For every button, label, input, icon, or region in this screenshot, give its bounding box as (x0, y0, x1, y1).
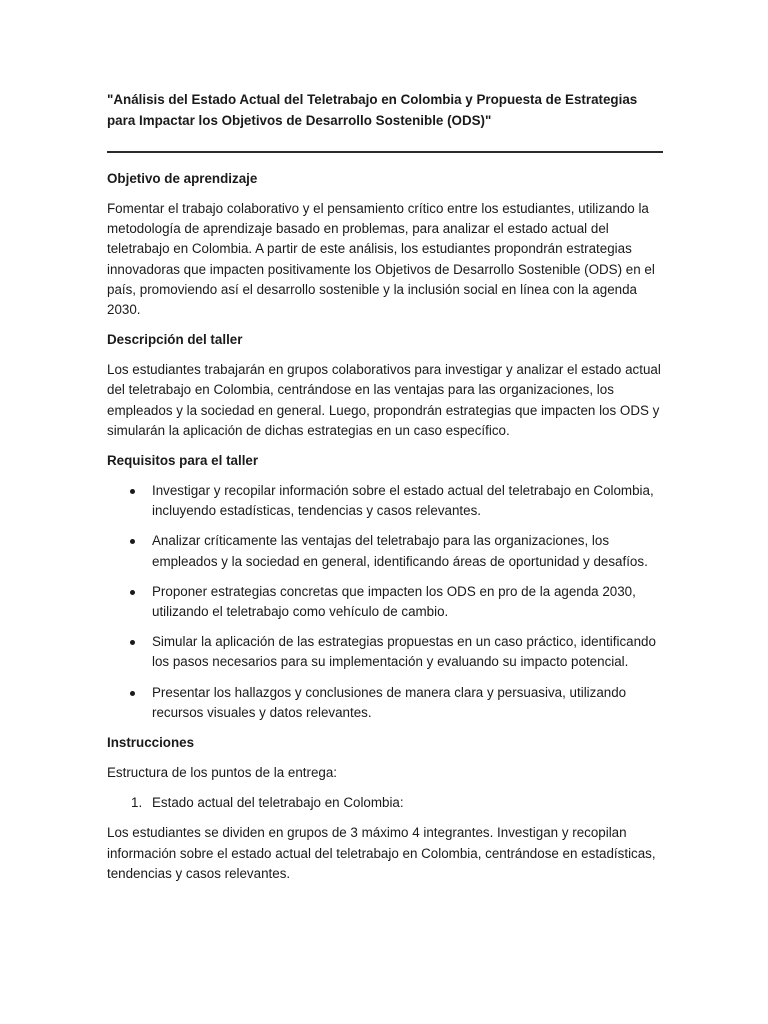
bullet-icon (130, 539, 135, 544)
bullet-icon (130, 640, 135, 645)
descripcion-text: Los estudiantes trabajarán en grupos colaborativos para investigar y analizar el estado actual del teletrabajo en Colombia, centrándose en las ventajas para las organizaciones, los empleados y la sociedad en general. Luego, propondrán estrategias que impacten los ODS y simularán la aplicación de dichas estrategias en un caso específico. (107, 362, 661, 438)
step-number: 1. (131, 795, 143, 811)
instrucciones-intro: Estructura de los puntos de la entrega: (107, 765, 338, 781)
list-item (107, 683, 663, 723)
step-label: Estado actual del teletrabajo en Colombia: (152, 795, 404, 811)
list-item (107, 481, 663, 521)
numbered-item (107, 793, 663, 813)
list-item (107, 632, 663, 672)
list-item-text: Proponer estrategias concretas que impacten los ODS en pro de la agenda 2030, utilizando el teletrabajo como vehículo de cambio. (152, 583, 636, 620)
list-item-text: Simular la aplicación de las estrategias propuestas en un caso práctico, identificando los pasos necesarios para su implementación y evaluando su impacto potencial. (152, 634, 656, 670)
descripcion-heading: Descripción del taller (107, 332, 243, 348)
requisitos-heading: Requisitos para el taller (107, 453, 259, 469)
list-item-text: Presentar los hallazgos y conclusiones de manera clara y persuasiva, utilizando recursos visuales y datos relevantes. (152, 684, 627, 720)
objetivo-heading: Objetivo de aprendizaje (107, 171, 258, 186)
instrucciones-steps (107, 793, 663, 813)
list-item-text: Investigar y recopilar información sobre el estado actual del teletrabajo en Colombia, incluyendo estadísticas, tendencias y casos relevantes. (152, 483, 654, 519)
list-item-text: Analizar críticamente las ventajas del teletrabajo para las organizaciones, los empleados y la sociedad en general, identificando áreas de oportunidad y desafíos. (152, 533, 648, 569)
document-title: "Análisis del Estado Actual del Teletrabajo en Colombia y Propuesta de Estrategias para Impactar los Objetivos de Desarrollo Sostenible (ODS)" (107, 92, 638, 128)
step1-text: Los estudiantes se dividen en grupos de 3 máximo 4 integrantes. Investigan y recopilan información sobre el estado actual del teletrabajo en Colombia, centrándose en estadísticas, tendencias y casos relevantes. (107, 825, 656, 881)
bullet-icon (130, 489, 135, 494)
objetivo-text: Fomentar el trabajo colaborativo y el pensamiento crítico entre los estudiantes, utilizando la metodología de aprendizaje basado en problemas, para analizar el estado actual del teletrabajo en Colombia. A partir de este análisis, los estudiantes propondrán estrategias innovadoras que impacten positivamente los Objetivos de Desarrollo Sostenible (ODS) en el país, promoviendo así el desarrollo sostenible y la inclusión social en línea con la agenda 2030. (107, 201, 655, 318)
bullet-icon (130, 590, 135, 595)
list-item (107, 531, 663, 571)
instrucciones-heading: Instrucciones (107, 735, 195, 751)
title-divider (107, 151, 663, 153)
bullet-icon (130, 691, 135, 696)
requisitos-list (107, 481, 663, 723)
document-page (107, 90, 663, 894)
list-item (107, 582, 663, 622)
